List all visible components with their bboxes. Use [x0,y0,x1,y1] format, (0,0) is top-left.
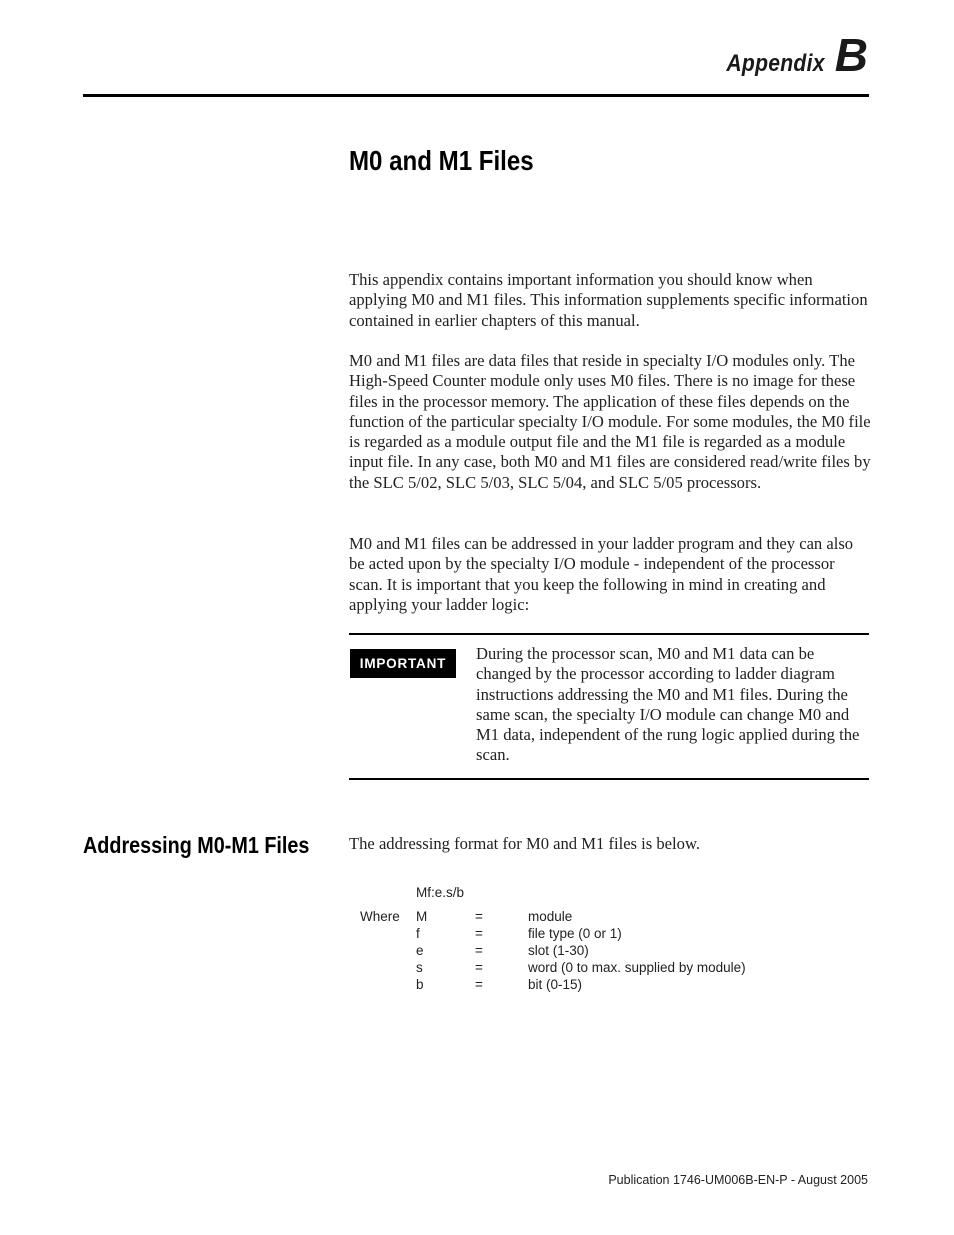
address-description: slot (1-30) [528,943,589,958]
section-title: Addressing M0-M1 Files [83,832,310,858]
address-symbol: e [416,943,424,958]
address-symbol: b [416,977,424,992]
appendix-header [713,29,868,81]
address-description: file type (0 or 1) [528,926,622,941]
important-note [349,633,869,780]
intro-paragraph: This appendix contains important information you should know when applying M0 and M1 files. This information supplements specific information contained in earlier chapters of this manual. [349,270,868,330]
equals-sign: = [475,977,483,992]
publication-footer: Publication 1746-UM006B-EN-P - August 2005 [608,1173,868,1187]
important-text: During the processor scan, M0 and M1 data can be changed by the processor according to ladder diagram instructions addressing the M0 and M1 files. During the same scan, the specialty I/O module can change M0 and M1 data, independent of the rung logic applied during the scan. [476,644,860,765]
important-label: IMPORTANT [350,649,456,678]
equals-sign: = [475,909,483,924]
files-description-paragraph: M0 and M1 files are data files that reside in specialty I/O modules only. The High-Speed Counter module only uses M0 files. There is no image for these files in the processor memory. The application of these files depends on the function of the particular specialty I/O module. For some modules, the M0 file is regarded as a module output file and the M1 file is regarded as a module input file. In any case, both M0 and M1 files are considered read/write files by the SLC 5/02, SLC 5/03, SLC 5/04, and SLC 5/05 processors. [349,351,871,492]
address-description: bit (0-15) [528,977,583,992]
equals-sign: = [475,943,483,958]
appendix-letter: B [834,29,868,81]
address-format: Mf:e.s/b [416,885,465,900]
address-description: module [528,909,573,924]
appendix-word: Appendix [726,50,825,77]
equals-sign: = [475,926,483,941]
chapter-title: M0 and M1 Files [349,145,534,176]
address-description: word (0 to max. supplied by module) [528,960,746,975]
address-symbol: M [416,909,428,924]
where-label: Where [360,909,400,924]
address-symbol: f [416,926,420,941]
section-intro: The addressing format for M0 and M1 files is below. [349,834,701,853]
address-symbol: s [416,960,423,975]
equals-sign: = [475,960,483,975]
header-rule [83,94,869,97]
ladder-logic-paragraph: M0 and M1 files can be addressed in your ladder program and they can also be acted upon by the specialty I/O module - independent of the processor scan. It is important that you keep the following in mind in creating and applying your ladder logic: [349,534,854,614]
